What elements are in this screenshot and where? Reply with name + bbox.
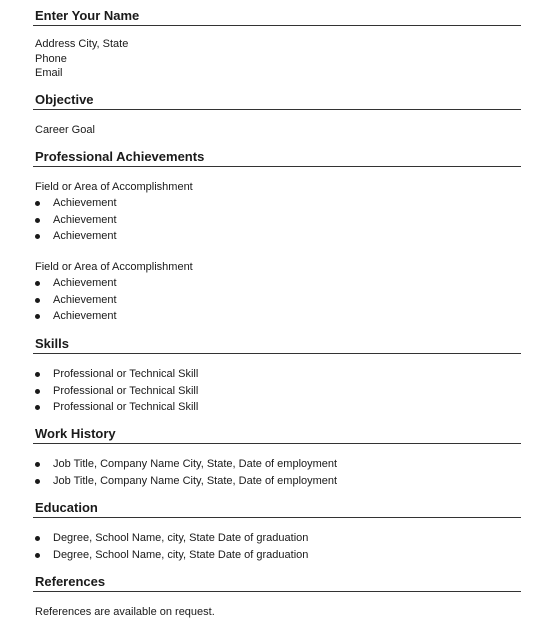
list-item: Job Title, Company Name City, State, Date of employment [35,473,337,490]
bullet-icon [35,405,40,410]
objective-text: Career Goal [35,124,95,136]
list-item: Achievement [35,308,117,325]
references-text: References are available on request. [35,606,215,618]
references-heading [33,574,521,592]
achievement-field-2: Field or Area of Accomplishment [35,261,193,273]
bullet-icon [35,298,40,303]
achievements-title: Professional Achievements [35,149,205,164]
list-item: Achievement [35,275,117,292]
list-item: Professional or Technical Skill [35,383,198,400]
list-item: Achievement [35,228,117,245]
list-item: Achievement [35,292,117,309]
bullet-icon [35,462,40,467]
bullet-icon [35,372,40,377]
email-line: Email [35,67,63,79]
bullet-icon [35,201,40,206]
bullet-icon [35,536,40,541]
achievement-field-1: Field or Area of Accomplishment [35,181,193,193]
education-title: Education [35,500,98,515]
bullet-icon [35,479,40,484]
education-heading [33,500,521,518]
list-item: Achievement [35,195,117,212]
achievement-list-2 [35,275,117,325]
work-history-title: Work History [35,426,116,441]
list-item: Degree, School Name, city, State Date of graduation [35,547,308,564]
name-text: Enter Your Name [35,8,140,23]
skills-title: Skills [35,336,69,351]
objective-heading [33,92,521,110]
address-line: Address City, State [35,38,129,50]
list-item: Achievement [35,212,117,229]
bullet-icon [35,314,40,319]
bullet-icon [35,389,40,394]
achievements-heading [33,149,521,167]
bullet-icon [35,281,40,286]
work-history-list [35,456,337,489]
achievement-list-1 [35,195,117,245]
skills-heading [33,336,521,354]
work-history-heading [33,426,521,444]
education-list [35,530,308,563]
list-item: Professional or Technical Skill [35,366,198,383]
bullet-icon [35,218,40,223]
phone-line: Phone [35,53,67,65]
bullet-icon [35,234,40,239]
references-title: References [35,574,106,589]
objective-title: Objective [35,92,94,107]
list-item: Professional or Technical Skill [35,399,198,416]
bullet-icon [35,553,40,558]
list-item: Job Title, Company Name City, State, Date of employment [35,456,337,473]
name-heading [33,8,521,26]
list-item: Degree, School Name, city, State Date of graduation [35,530,308,547]
skills-list [35,366,198,416]
